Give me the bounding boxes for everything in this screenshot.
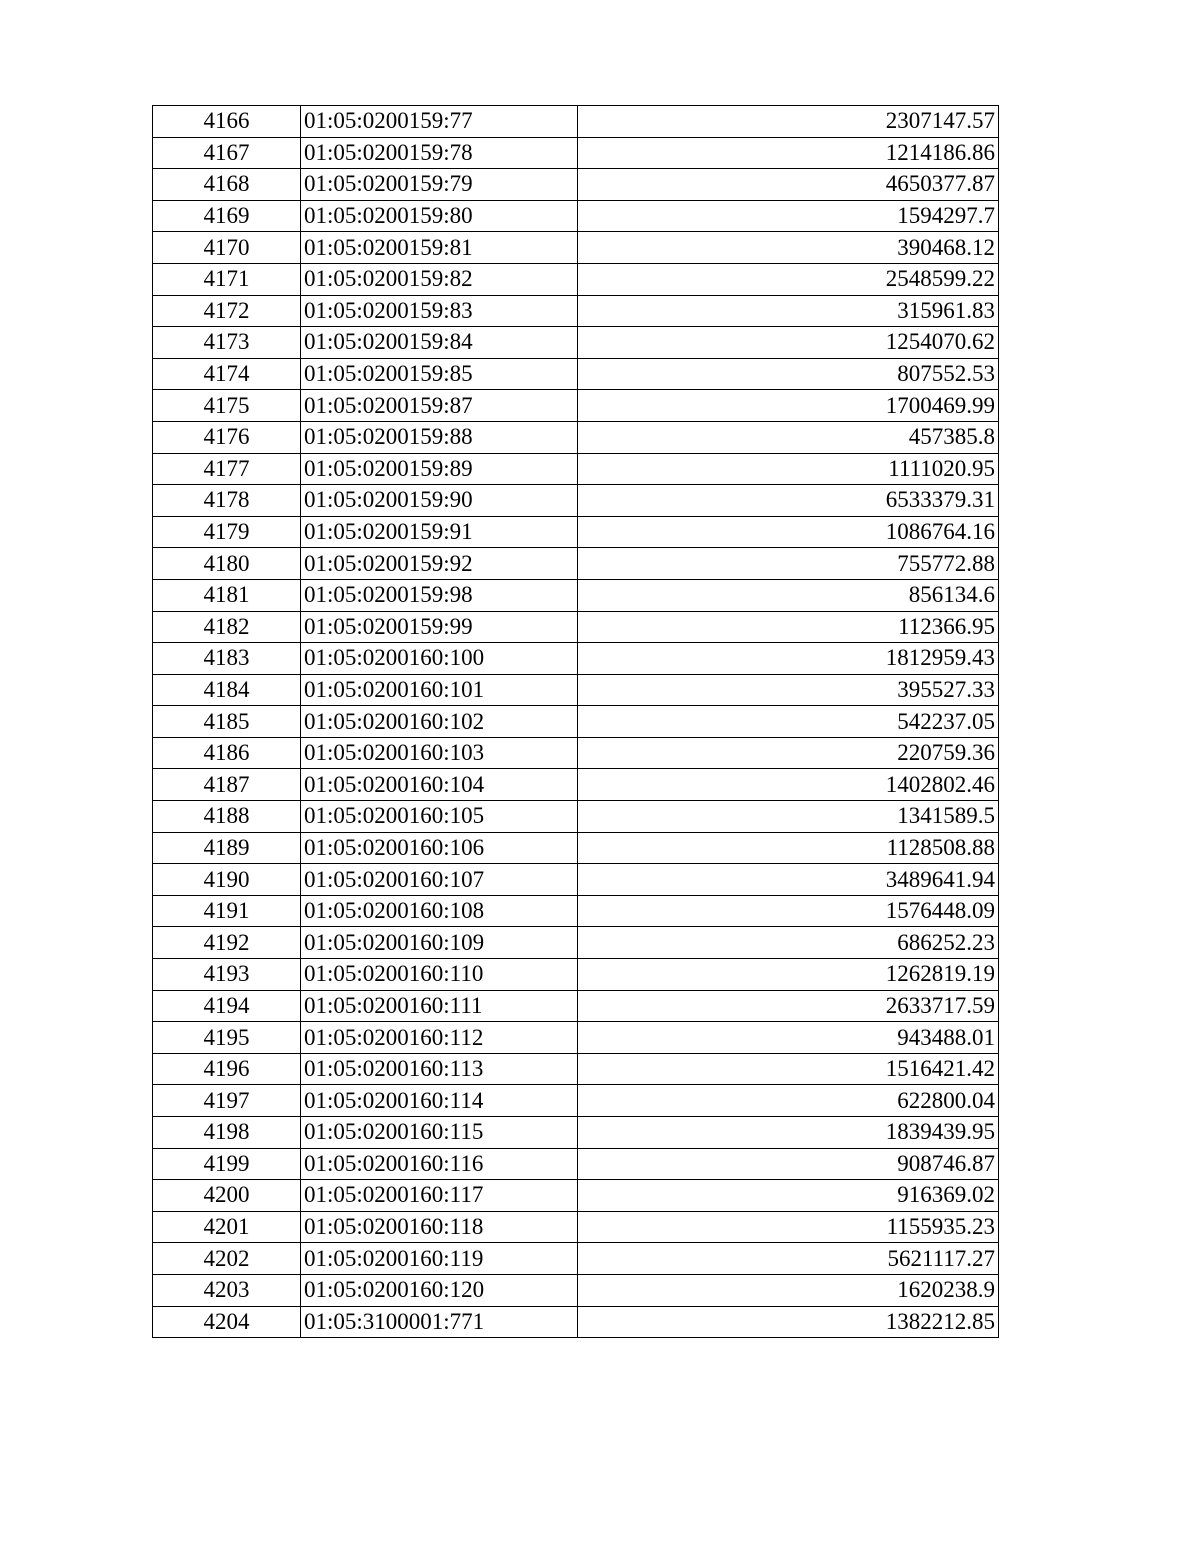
cadastral-number-cell: 01:05:3100001:771: [301, 1306, 578, 1338]
cadastral-number-cell: 01:05:0200159:99: [301, 611, 578, 643]
row-number-cell: 4171: [153, 263, 301, 295]
value-cell: 220759.36: [578, 737, 999, 769]
cadastral-number-cell: 01:05:0200160:111: [301, 990, 578, 1022]
table-row: [153, 895, 999, 927]
table-row: [153, 1306, 999, 1338]
row-number-cell: 4190: [153, 864, 301, 896]
row-number-cell: 4167: [153, 137, 301, 169]
value-cell: 315961.83: [578, 295, 999, 327]
table-row: [153, 548, 999, 580]
cadastral-number-cell: 01:05:0200160:103: [301, 737, 578, 769]
cadastral-number-cell: 01:05:0200159:87: [301, 390, 578, 422]
table-body: [153, 106, 999, 1338]
value-cell: 112366.95: [578, 611, 999, 643]
cadastral-number-cell: 01:05:0200160:107: [301, 864, 578, 896]
table-row: [153, 106, 999, 138]
row-number-cell: 4194: [153, 990, 301, 1022]
value-cell: 1516421.42: [578, 1053, 999, 1085]
table-row: [153, 1211, 999, 1243]
row-number-cell: 4180: [153, 548, 301, 580]
row-number-cell: 4188: [153, 801, 301, 833]
table-row: [153, 706, 999, 738]
value-cell: 6533379.31: [578, 485, 999, 517]
table-row: [153, 832, 999, 864]
value-cell: 807552.53: [578, 358, 999, 390]
cadastral-number-cell: 01:05:0200160:118: [301, 1211, 578, 1243]
value-cell: 1620238.9: [578, 1274, 999, 1306]
table-row: [153, 1148, 999, 1180]
table-row: [153, 295, 999, 327]
table-row: [153, 137, 999, 169]
table-row: [153, 1085, 999, 1117]
table-row: [153, 1243, 999, 1275]
cadastral-number-cell: 01:05:0200159:80: [301, 200, 578, 232]
cadastral-number-cell: 01:05:0200160:115: [301, 1117, 578, 1149]
table-row: [153, 643, 999, 675]
value-cell: 2633717.59: [578, 990, 999, 1022]
table-row: [153, 421, 999, 453]
value-cell: 1812959.43: [578, 643, 999, 675]
table-row: [153, 1053, 999, 1085]
row-number-cell: 4196: [153, 1053, 301, 1085]
value-cell: 943488.01: [578, 1022, 999, 1054]
value-cell: 622800.04: [578, 1085, 999, 1117]
row-number-cell: 4201: [153, 1211, 301, 1243]
value-cell: 1254070.62: [578, 327, 999, 359]
cadastral-number-cell: 01:05:0200160:117: [301, 1180, 578, 1212]
value-cell: 1086764.16: [578, 516, 999, 548]
table-row: [153, 737, 999, 769]
row-number-cell: 4191: [153, 895, 301, 927]
value-cell: 2307147.57: [578, 106, 999, 138]
row-number-cell: 4192: [153, 927, 301, 959]
value-cell: 686252.23: [578, 927, 999, 959]
table-row: [153, 327, 999, 359]
row-number-cell: 4203: [153, 1274, 301, 1306]
table-row: [153, 453, 999, 485]
cadastral-number-cell: 01:05:0200159:85: [301, 358, 578, 390]
cadastral-number-cell: 01:05:0200159:84: [301, 327, 578, 359]
row-number-cell: 4173: [153, 327, 301, 359]
row-number-cell: 4197: [153, 1085, 301, 1117]
value-cell: 1594297.7: [578, 200, 999, 232]
row-number-cell: 4166: [153, 106, 301, 138]
row-number-cell: 4199: [153, 1148, 301, 1180]
row-number-cell: 4200: [153, 1180, 301, 1212]
table-row: [153, 579, 999, 611]
row-number-cell: 4179: [153, 516, 301, 548]
value-cell: 1262819.19: [578, 959, 999, 991]
table-row: [153, 390, 999, 422]
value-cell: 1111020.95: [578, 453, 999, 485]
data-table: [152, 105, 999, 1338]
row-number-cell: 4169: [153, 200, 301, 232]
table-row: [153, 611, 999, 643]
value-cell: 542237.05: [578, 706, 999, 738]
row-number-cell: 4177: [153, 453, 301, 485]
row-number-cell: 4170: [153, 232, 301, 264]
row-number-cell: 4187: [153, 769, 301, 801]
cadastral-number-cell: 01:05:0200159:81: [301, 232, 578, 264]
cadastral-number-cell: 01:05:0200159:92: [301, 548, 578, 580]
row-number-cell: 4195: [153, 1022, 301, 1054]
cadastral-number-cell: 01:05:0200159:90: [301, 485, 578, 517]
cadastral-number-cell: 01:05:0200160:120: [301, 1274, 578, 1306]
cadastral-number-cell: 01:05:0200159:78: [301, 137, 578, 169]
table-row: [153, 516, 999, 548]
row-number-cell: 4172: [153, 295, 301, 327]
cadastral-number-cell: 01:05:0200160:100: [301, 643, 578, 675]
cadastral-number-cell: 01:05:0200159:89: [301, 453, 578, 485]
row-number-cell: 4181: [153, 579, 301, 611]
cadastral-number-cell: 01:05:0200160:108: [301, 895, 578, 927]
value-cell: 1214186.86: [578, 137, 999, 169]
row-number-cell: 4189: [153, 832, 301, 864]
cadastral-number-cell: 01:05:0200160:106: [301, 832, 578, 864]
table-row: [153, 200, 999, 232]
cadastral-number-cell: 01:05:0200160:104: [301, 769, 578, 801]
row-number-cell: 4175: [153, 390, 301, 422]
table-row: [153, 1117, 999, 1149]
value-cell: 1341589.5: [578, 801, 999, 833]
value-cell: 1155935.23: [578, 1211, 999, 1243]
cadastral-number-cell: 01:05:0200159:98: [301, 579, 578, 611]
table-row: [153, 485, 999, 517]
table-row: [153, 1022, 999, 1054]
value-cell: 1402802.46: [578, 769, 999, 801]
cadastral-number-cell: 01:05:0200159:82: [301, 263, 578, 295]
cadastral-number-cell: 01:05:0200160:105: [301, 801, 578, 833]
table-row: [153, 801, 999, 833]
row-number-cell: 4202: [153, 1243, 301, 1275]
row-number-cell: 4184: [153, 674, 301, 706]
row-number-cell: 4182: [153, 611, 301, 643]
cadastral-number-cell: 01:05:0200160:112: [301, 1022, 578, 1054]
cadastral-number-cell: 01:05:0200160:119: [301, 1243, 578, 1275]
row-number-cell: 4174: [153, 358, 301, 390]
value-cell: 5621117.27: [578, 1243, 999, 1275]
cadastral-number-cell: 01:05:0200159:79: [301, 169, 578, 201]
cadastral-number-cell: 01:05:0200160:109: [301, 927, 578, 959]
row-number-cell: 4198: [153, 1117, 301, 1149]
row-number-cell: 4168: [153, 169, 301, 201]
cadastral-number-cell: 01:05:0200160:101: [301, 674, 578, 706]
row-number-cell: 4178: [153, 485, 301, 517]
table-row: [153, 358, 999, 390]
row-number-cell: 4185: [153, 706, 301, 738]
value-cell: 2548599.22: [578, 263, 999, 295]
value-cell: 395527.33: [578, 674, 999, 706]
value-cell: 1839439.95: [578, 1117, 999, 1149]
cadastral-number-cell: 01:05:0200160:113: [301, 1053, 578, 1085]
cadastral-number-cell: 01:05:0200160:110: [301, 959, 578, 991]
cadastral-number-cell: 01:05:0200160:116: [301, 1148, 578, 1180]
value-cell: 1700469.99: [578, 390, 999, 422]
cadastral-number-cell: 01:05:0200159:83: [301, 295, 578, 327]
row-number-cell: 4183: [153, 643, 301, 675]
value-cell: 856134.6: [578, 579, 999, 611]
value-cell: 457385.8: [578, 421, 999, 453]
table-row: [153, 959, 999, 991]
table-row: [153, 263, 999, 295]
table-row: [153, 769, 999, 801]
value-cell: 908746.87: [578, 1148, 999, 1180]
value-cell: 3489641.94: [578, 864, 999, 896]
row-number-cell: 4176: [153, 421, 301, 453]
cadastral-number-cell: 01:05:0200160:114: [301, 1085, 578, 1117]
table-row: [153, 1180, 999, 1212]
row-number-cell: 4186: [153, 737, 301, 769]
table-row: [153, 927, 999, 959]
table-row: [153, 674, 999, 706]
row-number-cell: 4193: [153, 959, 301, 991]
cadastral-number-cell: 01:05:0200160:102: [301, 706, 578, 738]
table-row: [153, 864, 999, 896]
cadastral-number-cell: 01:05:0200159:77: [301, 106, 578, 138]
value-cell: 1128508.88: [578, 832, 999, 864]
row-number-cell: 4204: [153, 1306, 301, 1338]
table-row: [153, 1274, 999, 1306]
value-cell: 1576448.09: [578, 895, 999, 927]
value-cell: 390468.12: [578, 232, 999, 264]
table-row: [153, 169, 999, 201]
table-row: [153, 232, 999, 264]
value-cell: 755772.88: [578, 548, 999, 580]
table-row: [153, 990, 999, 1022]
value-cell: 916369.02: [578, 1180, 999, 1212]
cadastral-number-cell: 01:05:0200159:91: [301, 516, 578, 548]
value-cell: 4650377.87: [578, 169, 999, 201]
value-cell: 1382212.85: [578, 1306, 999, 1338]
cadastral-number-cell: 01:05:0200159:88: [301, 421, 578, 453]
